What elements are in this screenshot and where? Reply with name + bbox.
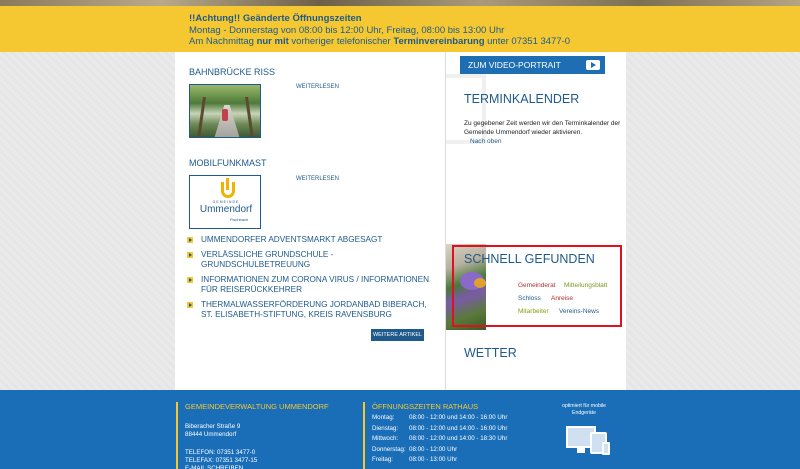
logo-subtitle: Fischbach: [230, 217, 249, 222]
hours-time: 08:00 - 12:00 Uhr: [409, 445, 458, 453]
footer: [0, 390, 800, 469]
hours-row: [372, 445, 507, 456]
devices-icon: [566, 426, 611, 458]
footer-hours-title: ÖFFNUNGSZEITEN RATHAUS: [372, 402, 479, 411]
bridge-rail: [245, 97, 254, 138]
municipality-logo-icon: [221, 182, 235, 198]
monitor-stand: [577, 448, 585, 453]
hours-row: [372, 424, 507, 435]
hours-row: [372, 413, 507, 424]
footer-admin-title: GEMEINDEVERWALTUNG UMMENDORF: [185, 402, 329, 411]
hours-time: 08:00 - 12:00 und 14:00 - 16:00 Uhr: [409, 414, 508, 421]
footer-fax: TELEFAX: 07351 3477-15: [185, 457, 258, 464]
footer-city: 88444 Ummendorf: [185, 431, 237, 438]
logo-small-text: GEMEINDE: [212, 200, 240, 204]
list-item[interactable]: [186, 300, 438, 321]
left-background: [0, 52, 175, 390]
list-item[interactable]: [186, 235, 438, 246]
arrow-right-icon: [187, 252, 193, 258]
logo-name: Ummendorf: [199, 204, 253, 215]
right-background: [626, 52, 800, 390]
notice-title: !!Achtung!! Geänderte Öffnungszeiten: [189, 13, 362, 24]
quick-link-anreise[interactable]: Anreise: [551, 295, 574, 302]
video-portrait-label: ZUM VIDEO-PORTRAIT: [468, 60, 561, 70]
notice-line-1: Montag - Donnerstag von 08:00 bis 12:00 Uhr, Freitag, 08:00 bis 13:00 Uhr: [189, 24, 505, 36]
article-title-bahnbruecke[interactable]: BAHNBRÜCKE RISS: [189, 67, 276, 77]
list-item[interactable]: [186, 250, 438, 271]
arrow-right-icon: [187, 237, 193, 243]
notice-line-2-part: unter 07351 3477-0: [484, 36, 571, 47]
hours-day: Donnerstag:: [372, 445, 406, 453]
notice-line-2: [189, 36, 570, 48]
hours-time: 08:00 - 12:00 und 14:00 - 18:30 Uhr: [409, 435, 508, 442]
news-item-label: THERMALWASSERFÖRDERUNG JORDANBAD BIBERACH, ST. ELISABETH-STIFTUNG, KREIS RAVENSBURG: [201, 299, 427, 319]
play-icon: [586, 60, 600, 70]
video-portrait-button[interactable]: [460, 56, 605, 74]
quick-link-vereins-news[interactable]: Vereins-News: [559, 308, 600, 315]
quick-link-schloss[interactable]: Schloss: [518, 295, 541, 302]
hours-row: [372, 455, 507, 466]
notice-line-2-part: Am Nachmittag: [189, 36, 257, 47]
arrow-right-icon: [187, 277, 193, 283]
hours-day: Freitag:: [372, 456, 393, 463]
article-image-mobilfunkmast[interactable]: [189, 175, 261, 229]
article-title-mobilfunkmast[interactable]: MOBILFUNKMAST: [189, 158, 267, 168]
hours-day: Mittwoch:: [372, 435, 399, 442]
footer-address-column: [176, 402, 329, 469]
quick-link-gemeinderat[interactable]: Gemeinderat: [518, 282, 556, 289]
readmore-link[interactable]: WEITERLESEN: [296, 84, 340, 90]
bridge-rail: [197, 97, 206, 138]
quick-links-heading: SCHNELL GEFUNDEN: [464, 252, 595, 266]
footer-phone: TELEFON: 07351 3477-0: [185, 449, 256, 456]
sidebar: [445, 52, 626, 390]
back-to-top-link[interactable]: Nach oben: [470, 138, 502, 145]
hours-time: 08:00 - 12:00 und 14:00 - 16:00 Uhr: [409, 424, 508, 432]
footer-hours-column: [363, 402, 507, 469]
notice-line-2-bold: Terminvereinbarung: [393, 36, 485, 47]
hours-time: 08:00 - 13:00 Uhr: [409, 456, 458, 463]
weather-heading: WETTER: [464, 346, 517, 360]
calendar-heading: TERMINKALENDER: [464, 92, 580, 106]
arrow-right-icon: [187, 302, 193, 308]
article-image-bahnbruecke[interactable]: [189, 84, 261, 138]
notice-text: [189, 13, 570, 48]
more-articles-button[interactable]: WEITERE ARTIKEL: [371, 329, 424, 341]
news-item-label: UMMENDORFER ADVENTSMARKT ABGESAGT: [201, 235, 383, 244]
news-item-label: VERLÄSSLICHE GRUNDSCHULE - GRUNDSCHULBETREUUNG: [201, 249, 334, 269]
quick-links-section: [446, 244, 627, 332]
mobile-optimized-text: optimiert für mobile Endgeräte: [561, 403, 607, 416]
list-item[interactable]: [186, 275, 438, 296]
notice-line-2-bold: nur mit: [256, 36, 289, 47]
notice-line-2-part: vorheriger telefonischer: [288, 36, 394, 47]
readmore-link[interactable]: WEITERLESEN: [296, 176, 340, 182]
bridge-person: [222, 109, 228, 121]
hours-day: Dienstag:: [372, 424, 399, 432]
phone-icon: [602, 442, 610, 455]
notice-banner: [0, 6, 800, 52]
footer-street: Biberacher Straße 9: [185, 423, 241, 430]
main-content: [175, 52, 445, 390]
hours-row: [372, 434, 507, 445]
news-item-label: INFORMATIONEN ZUM CORONA VIRUS / INFORMATIONEN FÜR REISERÜCKKEHRER: [201, 274, 430, 294]
news-list: [186, 235, 438, 325]
quick-link-mitarbeiter[interactable]: Mitarbeiter: [518, 308, 549, 315]
calendar-text: Zu gegebener Zeit werden wir den Terminkalender der Gemeinde Ummendorf wieder aktivieren.: [464, 120, 621, 136]
hours-day: Montag:: [372, 414, 395, 421]
quick-link-mitteilungsblatt[interactable]: Mitteilungsblatt: [564, 282, 608, 289]
footer-email-link[interactable]: E-MAIL SCHREIBEN: [185, 465, 244, 469]
